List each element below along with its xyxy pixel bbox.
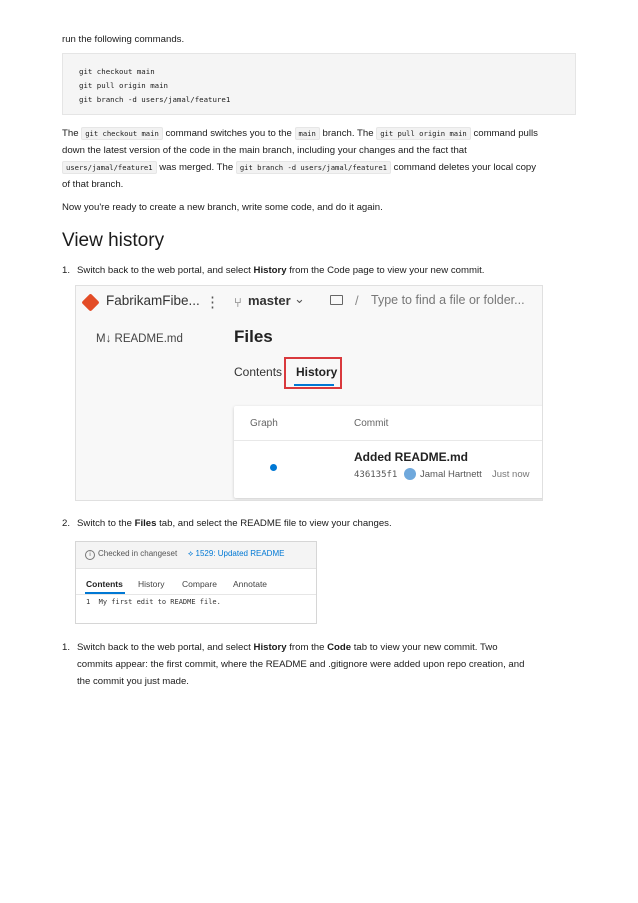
code-block xyxy=(62,53,576,115)
code-line: git branch -d users/jamal/feature1 xyxy=(79,95,231,104)
commit-message[interactable]: Added README.md xyxy=(354,450,468,464)
commit-time: Just now xyxy=(492,469,530,480)
avatar xyxy=(404,468,416,480)
column-header-commit: Commit xyxy=(354,418,389,429)
repo-sidebar xyxy=(76,286,222,500)
tab-annotate[interactable]: Annotate xyxy=(233,579,268,589)
intro-text: run the following commands. xyxy=(62,34,185,45)
divider xyxy=(76,594,316,595)
folder-icon xyxy=(330,295,343,305)
file-item-readme[interactable]: M↓ README.md xyxy=(96,333,183,345)
paragraph-line: of that branch. xyxy=(62,179,124,190)
tab-history[interactable]: History xyxy=(296,365,338,379)
file-search-input[interactable]: Type to find a file or folder... xyxy=(371,293,525,307)
changeset-screenshot xyxy=(75,541,317,624)
changeset-link[interactable]: ⟡ 1529: Updated README xyxy=(188,549,285,558)
branch-selector[interactable]: master xyxy=(248,293,291,308)
inline-code: git checkout main xyxy=(81,127,163,140)
highlight-box xyxy=(284,357,342,389)
more-options-icon[interactable]: ⋮ xyxy=(205,294,220,311)
info-icon: i xyxy=(85,550,95,560)
branch-icon: ⑂ xyxy=(234,295,242,310)
inline-code: git pull origin main xyxy=(376,127,471,140)
graph-node-icon xyxy=(270,464,277,471)
chevron-down-icon[interactable]: ⌄ xyxy=(294,291,305,306)
inline-code: users/jamal/feature1 xyxy=(62,161,157,174)
inline-code: git branch -d users/jamal/feature1 xyxy=(236,161,391,174)
tab-contents[interactable]: Contents xyxy=(86,579,123,589)
project-name[interactable]: FabrikamFibe... xyxy=(106,293,200,308)
paragraph: Now you're ready to create a new branch, write some code, and do it again. xyxy=(62,202,383,213)
page-title: Files xyxy=(234,327,273,346)
path-separator: / xyxy=(355,293,359,308)
commit-hash[interactable]: 436135f1 xyxy=(354,470,398,480)
code-line: git checkout main xyxy=(79,67,155,76)
tab-history[interactable]: History xyxy=(138,579,165,589)
tab-compare[interactable]: Compare xyxy=(182,579,217,589)
commit-author: Jamal Hartnett xyxy=(420,469,482,480)
paragraph-line: down the latest version of the code in the main branch, including your changes and the fact that xyxy=(62,145,467,156)
tab-contents[interactable]: Contents xyxy=(234,365,283,379)
repo-main xyxy=(222,286,542,500)
file-content-line: 1 My first edit to README file. xyxy=(86,598,221,606)
history-card xyxy=(234,406,543,498)
code-line: git pull origin main xyxy=(79,81,168,90)
checked-in-label: Checked in changeset xyxy=(98,549,178,558)
section-heading: View history xyxy=(62,230,165,251)
column-header-graph: Graph xyxy=(250,418,278,429)
git-logo-icon xyxy=(81,293,99,311)
divider xyxy=(234,440,543,441)
history-screenshot xyxy=(75,285,543,501)
changeset-banner xyxy=(76,542,316,569)
inline-code: main xyxy=(295,127,320,140)
paragraph-line: The git checkout main command switches you to the main branch. The git pull origin main command pulls xyxy=(62,128,538,139)
paragraph-line: users/jamal/feature1 was merged. The git branch -d users/jamal/feature1 command deletes your local copy xyxy=(62,159,536,176)
